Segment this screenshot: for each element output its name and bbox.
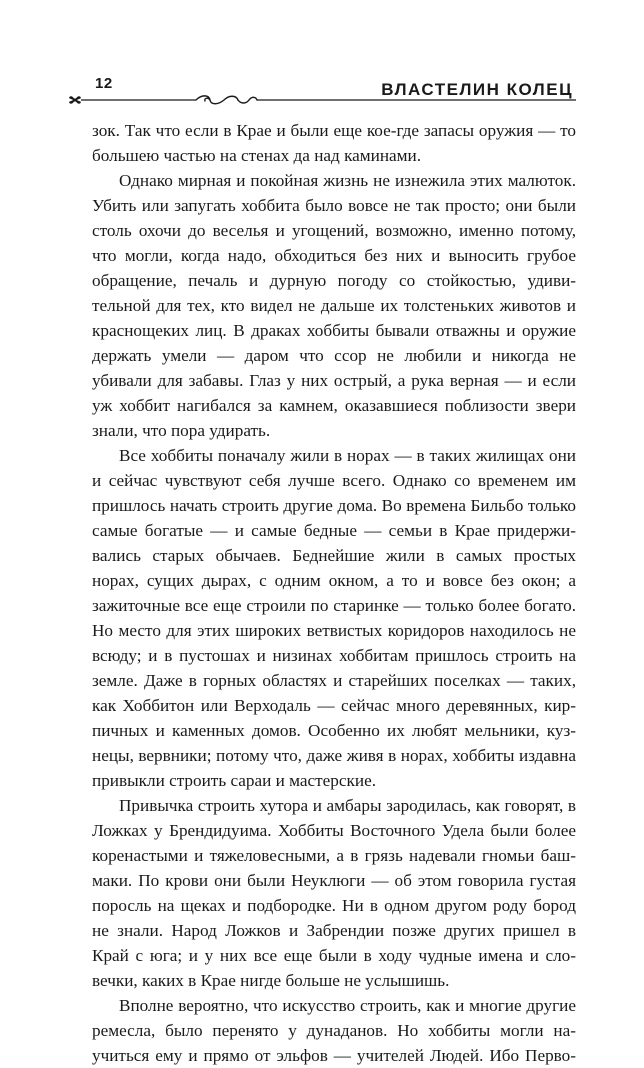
paragraph-2: Однако мирная и покойная жизнь не изнежила этих малюток. Убить или запугать хоббита было вовсе не так просто; они были столь охочи до веселья и угощений, возможно, именно потому, что могли, когда надо, обходиться без них и выносить грубое обращение, печаль и дурную погоду со стойкостью, удивительной для тех, кто видел не дальше их толстеньких животов и краснощеких лиц. В драках хоббиты бывали отважны и оружие держать умели — даром что ссор не любили и никогда не убивали для забавы. Глаз у них острый, а рука верная — и если уж хоббит нагибался за камнем, оказавшиеся поблизости звери знали, что пора удирать.	[92, 171, 576, 440]
paragraph-3: Все хоббиты поначалу жили в норах — в таких жилищах они и сейчас чувствуют себя лучше всего. Однако со временем им пришлось начать строить другие дома. Во времена Бильбо только самые богатые — и самые бедные — семьи в Крае придерживались старых обычаев. Беднейшие жили в самых простых норах, сущих дырах, с одним окном, а то и вовсе без окон; а зажиточные все еще строили по старинке — только более богато. Но место для этих широких ветвистых коридоров находилось не всюду; и в пустошах и низинах хоббитам пришлось строить на земле. Даже в горных областях и старейших поселках — таких, как Хоббитон или Верходаль — сейчас много деревянных, кирпичных и каменных домов. Особенно их любят мельники, кузнецы, вервники; потому что, даже живя в норах, хоббиты издавна привыкли строить сараи и мастерские.	[92, 446, 576, 790]
page-number: 12	[95, 75, 113, 92]
paragraph-4: Привычка строить хутора и амбары зародилась, как говорят, в Ложках у Брендидуима. Хоббиты Восточного Удела были более коренастыми и тяжеловесными, а в грязь надевали гномьи башмаки. По крови они были Неуклюги — об этом говорила густая поросль на щеках и подбородке. Ни в одном другом роду бород не знали. Народ Ложков и Забрендии позже других пришел в Край с юга; и у них все еще были в ходу чудные имена и словечки, каких в Крае нигде больше не услышишь.	[92, 796, 576, 990]
paragraph-1: зок. Так что если в Крае и были еще кое-где запасы оружия — то большею частью на стенах да над каминами.	[92, 121, 576, 165]
ornamental-header-rule	[68, 93, 576, 107]
page-header	[68, 72, 576, 112]
swirl-flourish-icon	[196, 96, 257, 104]
body-text	[92, 118, 576, 1068]
paragraph-5: Вполне вероятно, что искусство строить, как и многие другие ремесла, было перенято у дунаданов. Но хоббиты могли научиться ему и прямо от эльфов — учителей Людей. Ибо Перво-	[92, 996, 576, 1065]
running-title: ВЛАСТЕЛИН КОЛЕЦ	[381, 80, 573, 99]
fleur-ornament-icon	[69, 96, 196, 103]
